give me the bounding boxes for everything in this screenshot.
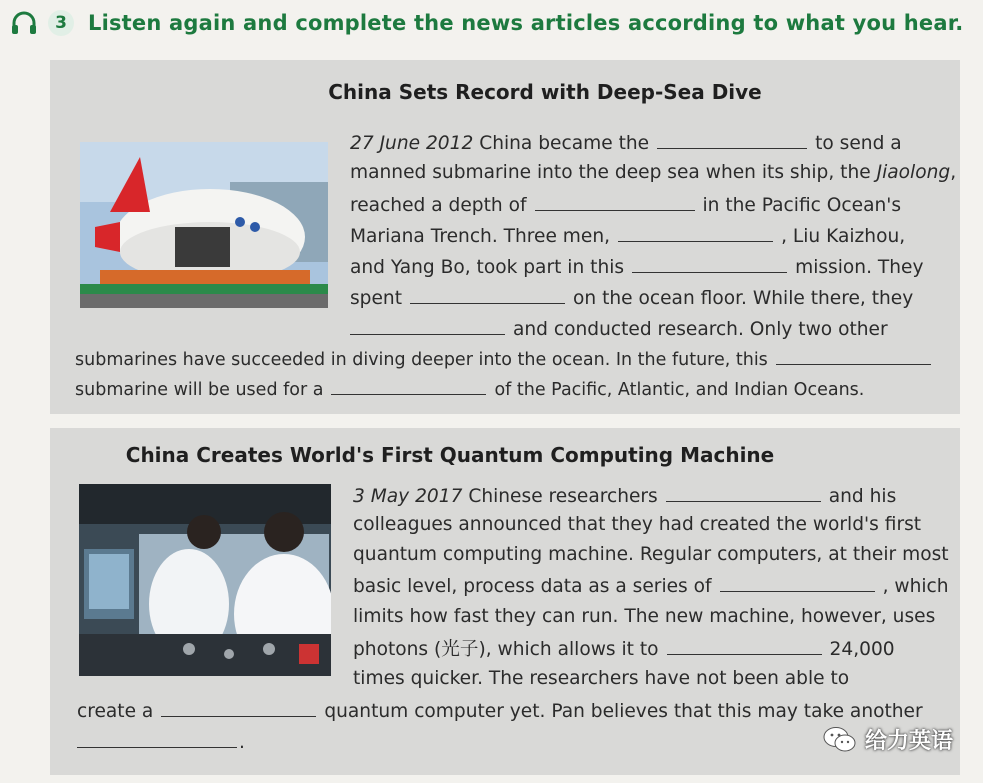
answer-blank-2[interactable] <box>535 192 695 211</box>
watermark-text: 给力英语 <box>864 729 953 754</box>
text-line-8: submarines have succeeded in diving deeper into the ocean. In the future, this <box>75 346 939 372</box>
text-line-2: colleagues announced that they had created the world's first <box>353 514 922 535</box>
article-title: China Sets Record with Deep-Sea Dive <box>328 80 762 104</box>
headphones-icon <box>10 9 38 37</box>
answer-blank-12[interactable] <box>161 698 316 717</box>
text-line-7: times quicker. The researchers have not been able to <box>353 668 850 689</box>
researchers-photo <box>79 484 331 676</box>
exercise-header <box>10 6 963 40</box>
text-line-8: create a quantum computer yet. Pan believes that this may take another <box>77 698 923 724</box>
text-line-6: spent on the ocean floor. While there, they <box>350 285 913 311</box>
answer-blank-7[interactable] <box>776 346 931 365</box>
article-panel-quantum <box>50 428 960 775</box>
answer-blank-1[interactable] <box>657 130 807 149</box>
answer-blank-10[interactable] <box>720 573 875 592</box>
text-line-6: photons (光子), which allows it to 24,000 <box>353 636 895 662</box>
text-line-1: 3 May 2017 Chinese researchers and his <box>353 483 896 509</box>
text-line-5: and Yang Bo, took part in this mission. They <box>350 254 923 280</box>
answer-blank-5[interactable] <box>410 285 565 304</box>
answer-blank-13[interactable] <box>77 729 237 748</box>
article-panel-deep-sea <box>50 60 960 414</box>
answer-blank-6[interactable] <box>350 316 505 335</box>
text-line-5: limits how fast they can run. The new machine, however, uses <box>353 606 936 627</box>
answer-blank-4[interactable] <box>632 254 787 273</box>
text-line-7: and conducted research. Only two other <box>350 316 888 342</box>
article-title: China Creates World's First Quantum Computing Machine <box>125 443 775 467</box>
text-line-3: reached a depth of in the Pacific Ocean's <box>350 192 901 218</box>
text-line-2: manned submarine into the deep sea when its ship, the Jiaolong, <box>350 162 957 183</box>
instruction-text: Listen again and complete the news articles according to what you hear. <box>88 11 964 35</box>
wechat-icon <box>823 726 857 754</box>
article-date: 27 June 2012 <box>350 133 474 154</box>
watermark <box>823 724 953 755</box>
answer-blank-8[interactable] <box>331 376 486 395</box>
text-line-9: . <box>77 729 245 755</box>
text-line-3: quantum computing machine. Regular computers, at their most <box>353 544 949 565</box>
text-line-4: Mariana Trench. Three men, , Liu Kaizhou, <box>350 223 905 249</box>
exercise-number: 3 <box>48 10 74 36</box>
text-line-1: 27 June 2012 China became the to send a <box>350 130 902 156</box>
answer-blank-3[interactable] <box>618 223 773 242</box>
answer-blank-9[interactable] <box>666 483 821 502</box>
ship-name: Jiaolong <box>876 162 951 183</box>
submarine-photo <box>80 142 328 308</box>
text-line-4: basic level, process data as a series of , which <box>353 573 949 599</box>
text-line-9: submarine will be used for a of the Pacific, Atlantic, and Indian Oceans. <box>75 376 864 402</box>
article-date: 3 May 2017 <box>353 486 463 507</box>
answer-blank-11[interactable] <box>667 636 822 655</box>
